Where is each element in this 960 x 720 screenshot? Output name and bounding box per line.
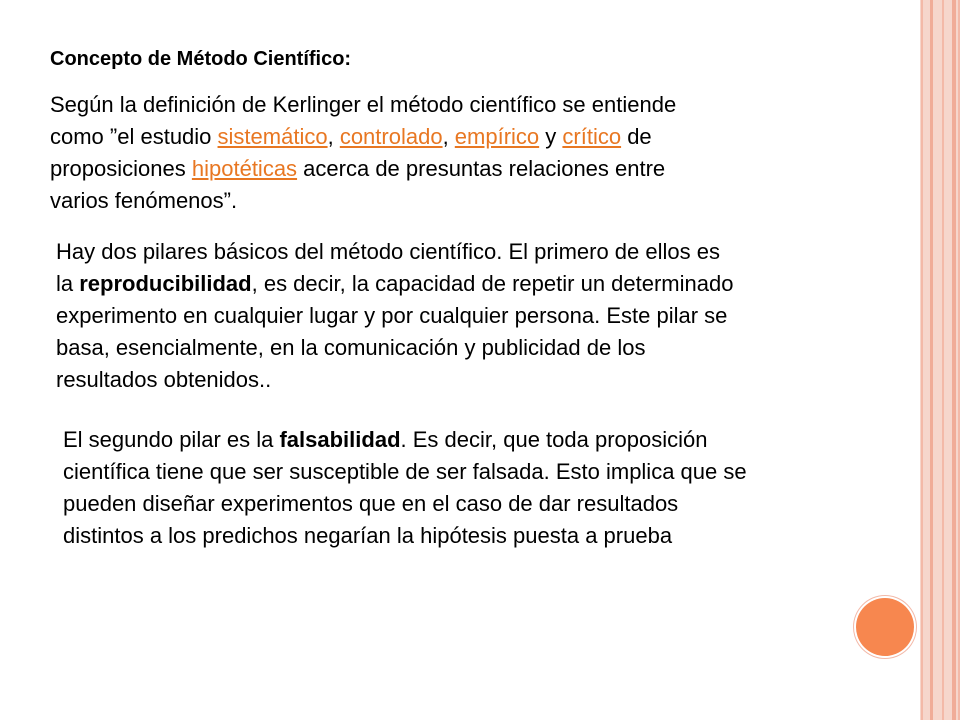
link-controlado[interactable]: controlado (339, 124, 443, 149)
text-segment: El segundo pilar es la (63, 427, 280, 452)
definition-paragraph (50, 89, 676, 217)
bold-term-falsabilidad: falsabilidad (279, 427, 401, 452)
link-sistematico[interactable]: sistemático (217, 124, 328, 149)
decorative-circle (856, 598, 914, 656)
text-segment: de (621, 124, 652, 149)
reproducibility-paragraph (56, 236, 733, 396)
link-hipoteticas[interactable]: hipotéticas (191, 156, 298, 181)
text-line: distintos a los predichos negarían la hipótesis puesta a prueba (63, 523, 673, 548)
text-line (50, 153, 676, 185)
text-line (56, 268, 733, 300)
text-segment: la (56, 271, 80, 296)
text-line: Hay dos pilares básicos del método científico. El primero de ellos es (56, 239, 720, 264)
text-line: resultados obtenidos.. (56, 367, 272, 392)
text-line: pueden diseñar experimentos que en el caso de dar resultados (63, 491, 679, 516)
slide-title: Concepto de Método Científico: (50, 48, 352, 70)
text-segment: y (539, 124, 563, 149)
text-line (63, 424, 747, 456)
text-segment: , (442, 124, 455, 149)
decorative-stripe (942, 0, 944, 720)
link-critico[interactable]: crítico (562, 124, 622, 149)
decorative-stripe (921, 0, 923, 720)
text-line: Según la definición de Kerlinger el método científico se entiende (50, 92, 677, 117)
text-line: basa, esencialmente, en la comunicación y publicidad de los (56, 335, 646, 360)
text-line (50, 121, 676, 153)
text-segment: como ”el estudio (50, 124, 218, 149)
link-empirico[interactable]: empírico (454, 124, 540, 149)
text-segment: , es decir, la capacidad de repetir un determinado (251, 271, 734, 296)
text-segment: , (327, 124, 340, 149)
text-segment: proposiciones (50, 156, 192, 181)
text-segment: . Es decir, que toda proposición (400, 427, 708, 452)
decorative-stripe (952, 0, 956, 720)
text-line: varios fenómenos”. (50, 188, 238, 213)
falsifiability-paragraph (63, 424, 747, 552)
text-segment: acerca de presuntas relaciones entre (297, 156, 666, 181)
text-line: experimento en cualquier lugar y por cualquier persona. Este pilar se (56, 303, 728, 328)
text-line: científica tiene que ser susceptible de ser falsada. Esto implica que se (63, 459, 747, 484)
decorative-stripe (930, 0, 933, 720)
bold-term-reproducibilidad: reproducibilidad (79, 271, 252, 296)
